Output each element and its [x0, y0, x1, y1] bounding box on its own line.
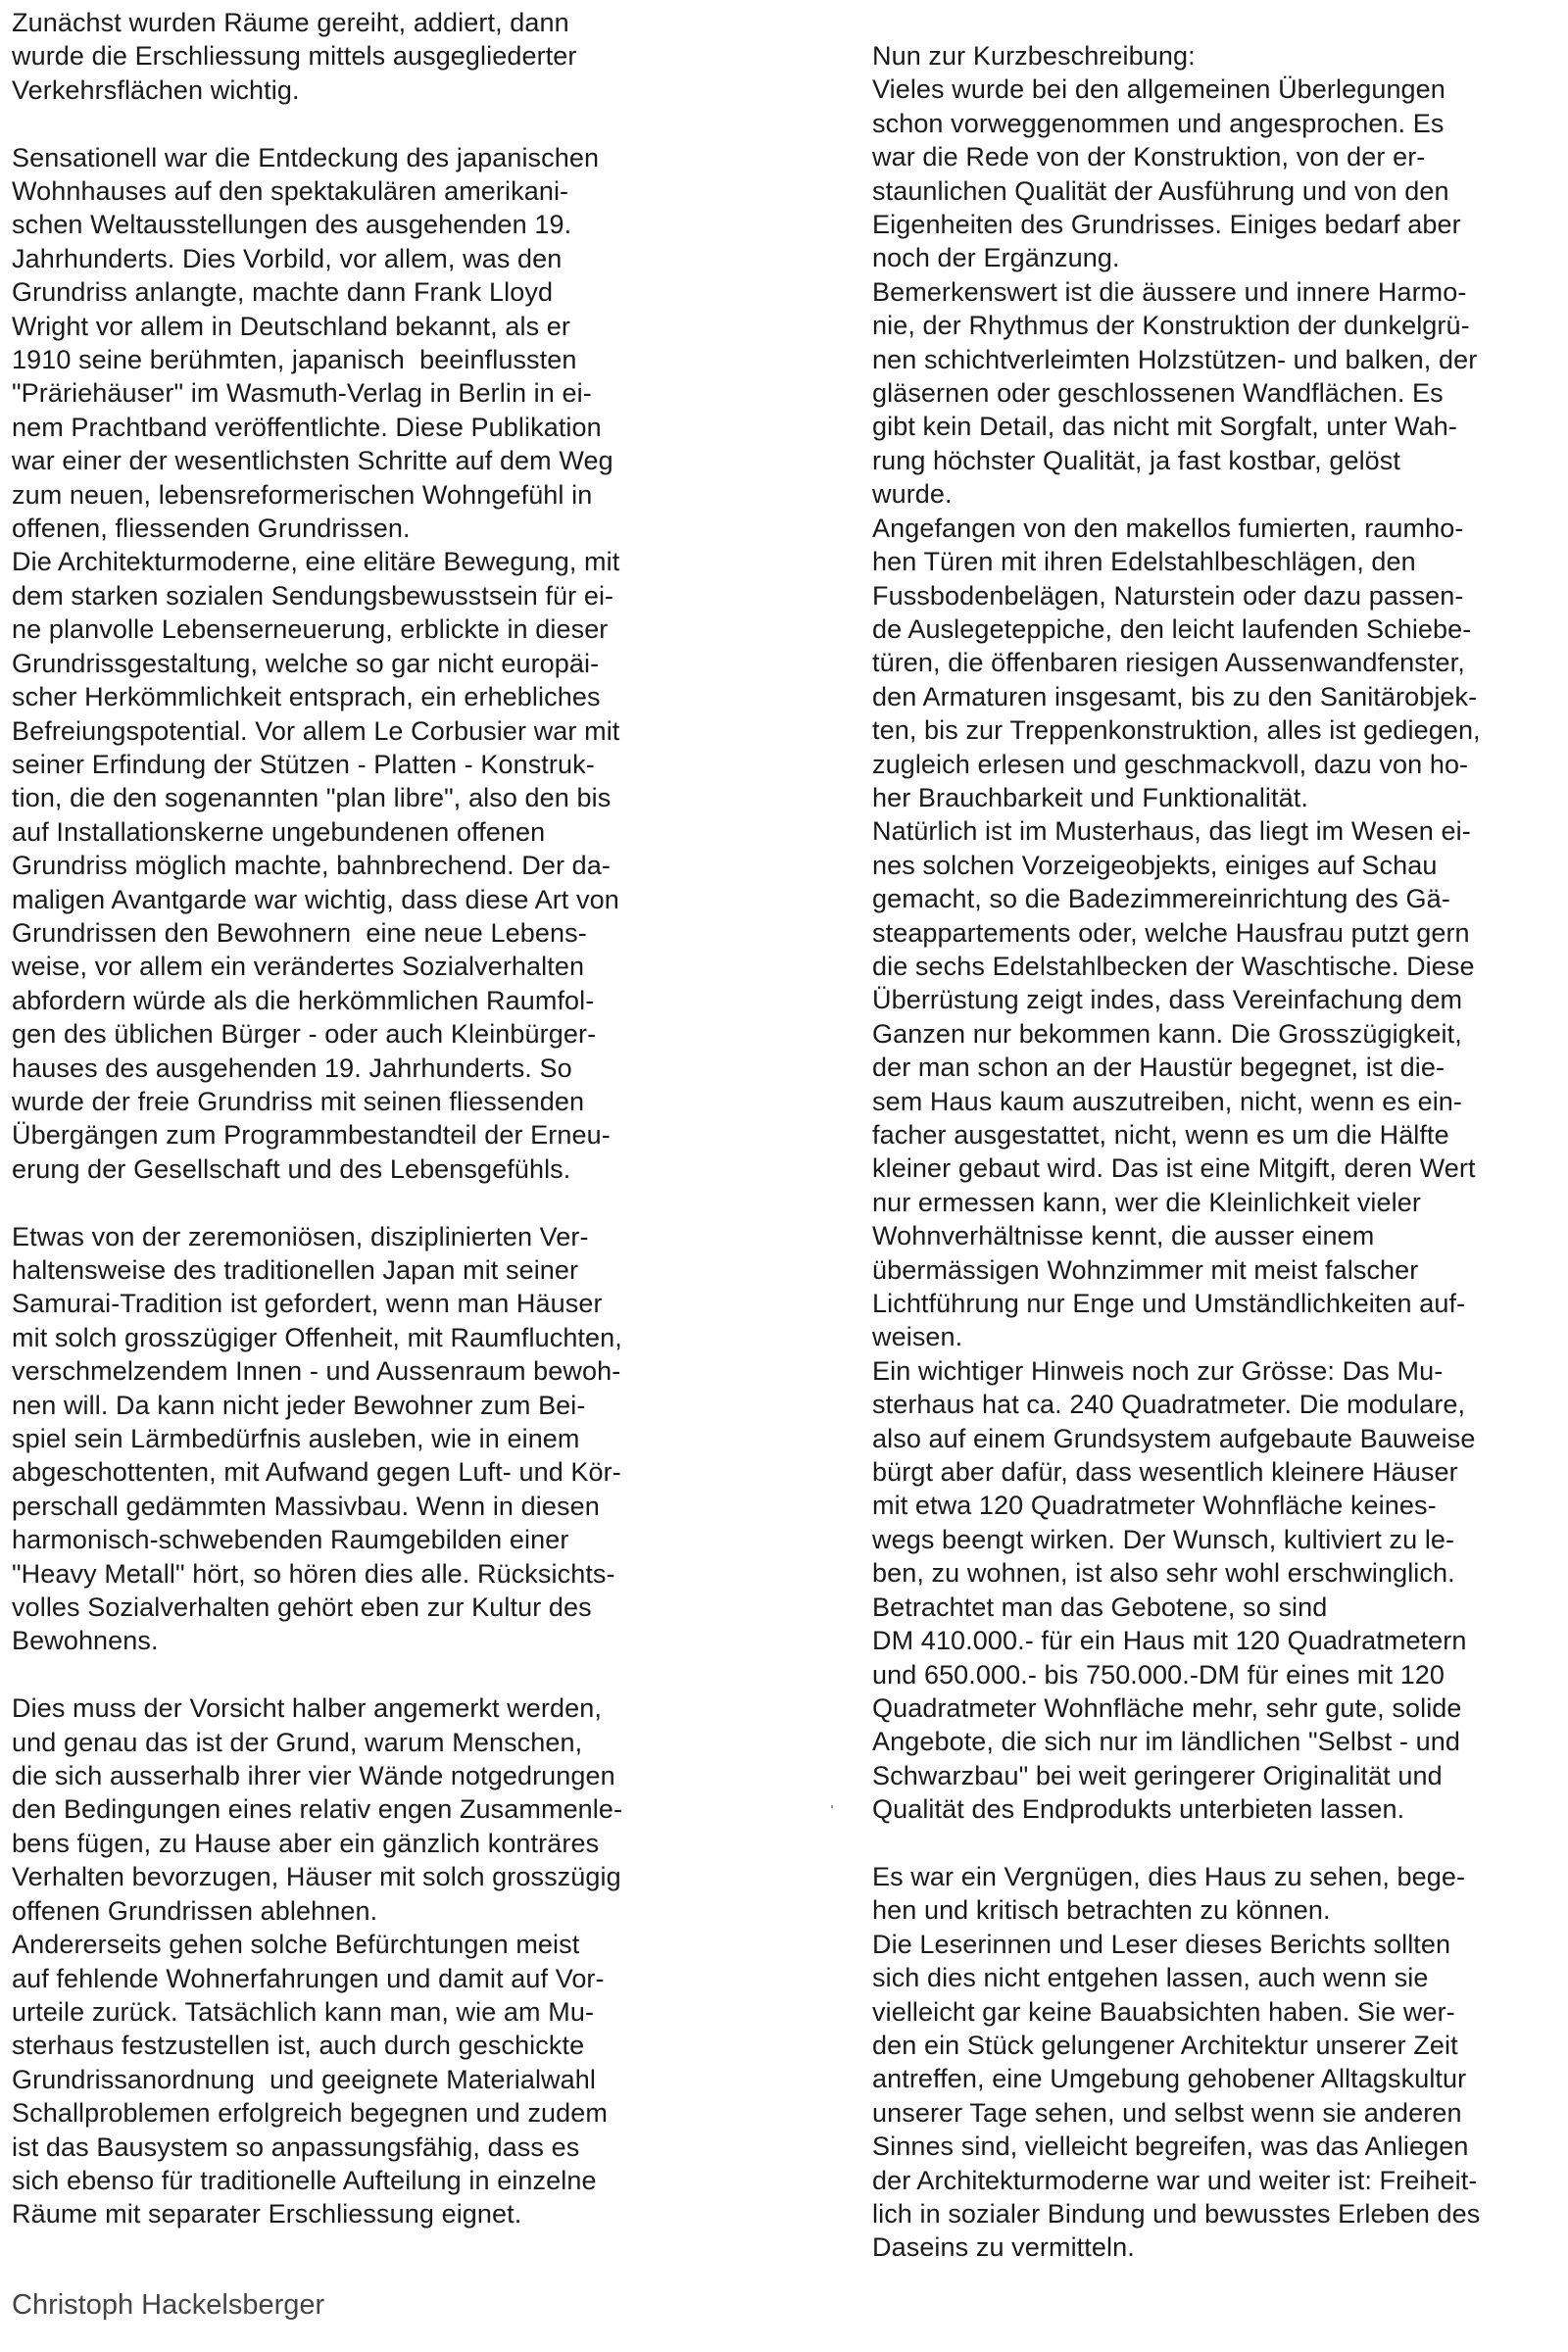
text-line: abgeschottenten, mit Aufwand gegen Luft- und Kör- — [12, 1457, 621, 1488]
text-line: bens fügen, zu Hause aber ein gänzlich konträres — [12, 1828, 600, 1858]
text-line: Wohnverhältnisse kennt, die ausser einem — [872, 1221, 1375, 1251]
text-line: und genau das ist der Grund, warum Menschen, — [12, 1727, 583, 1757]
text-line: sich dies nicht entgehen lassen, auch wenn sie — [872, 1963, 1429, 1993]
text-line: de Auslegeteppiche, den leicht laufenden Schiebe- — [872, 613, 1472, 644]
text-line: Quadratmeter Wohnfläche mehr, sehr gute, solide — [872, 1692, 1462, 1723]
text-line: verschmelzendem Innen - und Aussenraum bewoh- — [12, 1356, 621, 1387]
paragraph-gap — [12, 1186, 712, 1219]
text-line: wurde. — [872, 479, 953, 510]
text-line: nur ermessen kann, wer die Kleinlichkeit vieler — [872, 1187, 1421, 1217]
text-line: facher ausgestattet, nicht, wenn es um die Hälfte — [872, 1120, 1449, 1150]
text-line: unserer Tage sehen, und selbst wenn sie anderen — [872, 2097, 1462, 2128]
text-line: gläsernen oder geschlossenen Wandflächen. Es — [872, 378, 1444, 409]
text-line: urteile zurück. Tatsächlich kann man, wie am Mu- — [12, 1996, 595, 2027]
text-line: Wohnhauses auf den spektakulären amerikani- — [12, 176, 569, 207]
text-line: kleiner gebaut wird. Das ist eine Mitgift, deren Wert — [872, 1153, 1476, 1184]
text-line: offenen, fliessenden Grundrissen. — [12, 514, 411, 544]
text-line: die sechs Edelstahlbecken der Waschtische. Diese — [872, 951, 1475, 981]
text-line: offenen Grundrissen ablehnen. — [12, 1895, 378, 1926]
text-line: Samurai-Tradition ist gefordert, wenn man Häuser — [12, 1289, 603, 1319]
text-line: Verkehrsflächen wichtig. — [12, 74, 300, 105]
text-line: Daseins zu vermitteln. — [872, 2232, 1135, 2263]
scan-speck — [831, 1805, 833, 1808]
text-line: DM 410.000.- für ein Haus mit 120 Quadratmetern — [872, 1626, 1467, 1656]
text-line: Es war ein Vergnügen, dies Haus zu sehen, bege- — [872, 1861, 1466, 1891]
text-line: Sinnes sind, vielleicht begreifen, was das Anliegen — [872, 2132, 1469, 2162]
text-line: Die Leserinnen und Leser dieses Berichts sollten — [872, 1929, 1451, 1959]
paragraph-gap — [872, 1827, 1568, 1860]
text-line: Jahrhunderts. Dies Vorbild, vor allem, was den — [12, 243, 563, 273]
text-line: Andererseits gehen solche Befürchtungen meist — [12, 1930, 580, 1960]
text-line: tion, die den sogenannten "plan libre", also den bis — [12, 783, 612, 813]
text-line: Angebote, die sich nur im ländlichen "Selbst - und — [872, 1727, 1460, 1757]
text-line: wegs beengt wirken. Der Wunsch, kultiviert zu le- — [872, 1524, 1455, 1554]
text-line: sterhaus festzustellen ist, auch durch geschickte — [12, 2031, 585, 2061]
text-line: Dies muss der Vorsicht halber angemerkt werden, — [12, 1693, 602, 1724]
text-line: harmonisch-schwebenden Raumgebilden einer — [12, 1525, 569, 1555]
right-text-column — [872, 39, 1568, 2265]
text-line: maligen Avantgarde war wichtig, dass diese Art von — [12, 884, 619, 914]
text-line: Ein wichtiger Hinweis noch zur Grösse: Das Mu- — [872, 1355, 1444, 1386]
text-line: Sensationell war die Entdeckung des japanischen — [12, 142, 600, 172]
text-line: "Heavy Metall" hört, so hören dies alle. Rücksichts- — [12, 1558, 615, 1589]
text-line: gibt kein Detail, das nicht mit Sorgfalt, unter Wah- — [872, 412, 1457, 442]
text-line: mit solch grosszügiger Offenheit, mit Raumfluchten, — [12, 1322, 622, 1352]
text-line: türen, die öffenbaren riesigen Aussenwandfenster, — [872, 648, 1465, 678]
text-line: wurde die Erschliessung mittels ausgegliederter — [12, 41, 577, 72]
text-line: Schallproblemen erfolgreich begegnen und zudem — [12, 2098, 608, 2129]
text-line: Grundrissanordnung und geeignete Materialwahl — [12, 2064, 596, 2094]
text-line: hauses des ausgehenden 19. Jahrhunderts. So — [12, 1053, 572, 1083]
text-line: Betrachtet man das Gebotene, so sind — [872, 1592, 1328, 1622]
text-line: Vieles wurde bei den allgemeinen Überlegungen — [872, 74, 1446, 105]
text-line: abfordern würde als die herkömmlichen Raumfol- — [12, 985, 595, 1015]
text-line: lich in sozialer Bindung und bewusstes Erleben des — [872, 2198, 1481, 2229]
text-line: hen und kritisch betrachten zu können. — [872, 1895, 1331, 1926]
text-line: zum neuen, lebensreformerischen Wohngefühl in — [12, 479, 593, 510]
text-line: übermässigen Wohnzimmer mit meist falscher — [872, 1254, 1419, 1285]
text-line: Lichtführung nur Enge und Umständlichkeiten auf- — [872, 1289, 1466, 1319]
text-line: antreffen, eine Umgebung gehobener Alltagskultur — [872, 2064, 1467, 2094]
text-line: Räume mit separater Erschliessung eignet. — [12, 2199, 522, 2230]
text-line: erung der Gesellschaft und des Lebensgefühls. — [12, 1153, 571, 1184]
text-line: weisen. — [872, 1322, 963, 1352]
text-line: Übergängen zum Programmbestandteil der Erneu- — [12, 1120, 611, 1151]
text-line: Grundriss anlangte, machte dann Frank Lloyd — [12, 277, 554, 308]
text-line: steappartements oder, welche Hausfrau putzt gern — [872, 917, 1470, 948]
text-line: nes solchen Vorzeigeobjekts, einiges auf Schau — [872, 850, 1438, 880]
text-line: Eigenheiten des Grundrisses. Einiges bedarf aber — [872, 210, 1461, 240]
text-line: also auf einem Grundsystem aufgebaute Bauweise — [872, 1423, 1476, 1453]
text-line: schen Weltausstellungen des ausgehenden 19. — [12, 210, 572, 240]
text-line: gen des üblichen Bürger - oder auch Kleinbürger- — [12, 1019, 597, 1050]
text-line: Grundrissen den Bewohnern eine neue Lebens- — [12, 917, 587, 948]
text-line: Verhalten bevorzugen, Häuser mit solch grosszügig — [12, 1862, 621, 1892]
text-line: scher Herkömmlichkeit entsprach, ein erhebliches — [12, 682, 601, 712]
text-line: dem starken sozialen Sendungsbewusstsein für ei- — [12, 580, 614, 611]
text-line: Nun zur Kurzbeschreibung: — [872, 41, 1196, 71]
author-signature: Christoph Hackelsberger — [12, 2289, 325, 2321]
text-line: mit etwa 120 Quadratmeter Wohnfläche keines- — [872, 1491, 1437, 1521]
text-line: Ganzen nur bekommen kann. Die Grosszügigkeit, — [872, 1018, 1462, 1049]
text-line: perschall gedämmten Massivbau. Wenn in diesen — [12, 1491, 600, 1521]
text-line: Befreiungspotential. Vor allem Le Corbusier war mit — [12, 715, 620, 746]
text-line: Grundrissgestaltung, welche so gar nicht europäi- — [12, 648, 600, 678]
text-line: der man schon an der Haustür begegnet, ist die- — [872, 1053, 1446, 1083]
text-line: volles Sozialverhalten gehört eben zur Kultur des — [12, 1592, 592, 1623]
text-line: war die Rede von der Konstruktion, von der er- — [872, 142, 1426, 172]
text-line: nie, der Rhythmus der Konstruktion der dunkelgrü- — [872, 311, 1470, 341]
text-line: schon vorweggenommen und angesprochen. Es — [872, 108, 1445, 138]
text-line: den Bedingungen eines relativ engen Zusammenle- — [12, 1794, 623, 1825]
paragraph-gap — [12, 107, 712, 140]
text-line: spiel sein Lärmbedürfnis ausleben, wie in einem — [12, 1424, 580, 1454]
text-line: ten, bis zur Treppenkonstruktion, alles ist gediegen, — [872, 715, 1481, 746]
text-line: Überrüstung zeigt indes, dass Vereinfachung dem — [872, 985, 1463, 1015]
text-line: nem Prachtband veröffentlichte. Diese Publikation — [12, 412, 602, 442]
text-line: Angefangen von den makellos fumierten, raumho- — [872, 513, 1464, 543]
text-line: nen schichtverleimten Holzstützen- und balken, der — [872, 344, 1478, 374]
text-line: staunlichen Qualität der Ausführung und von den — [872, 175, 1449, 206]
text-line: Bewohnens. — [12, 1626, 159, 1656]
text-line: die sich ausserhalb ihrer vier Wände notgedrungen — [12, 1761, 615, 1791]
text-line: Natürlich ist im Musterhaus, das liegt im Wesen ei- — [872, 816, 1471, 847]
text-line: wurde der freie Grundriss mit seinen fliessenden — [12, 1086, 585, 1116]
text-line: Schwarzbau" bei weit geringerer Originalität und — [872, 1760, 1443, 1790]
text-line: vielleicht gar keine Bauabsichten haben. Sie wer- — [872, 1996, 1455, 2027]
text-line: den Armaturen insgesamt, bis zu den Sanitärobjek- — [872, 681, 1478, 711]
text-line: ne planvolle Lebenserneuerung, erblickte in dieser — [12, 614, 609, 645]
text-line: und 650.000.- bis 750.000.-DM für eines mit 120 — [872, 1659, 1446, 1690]
text-line: sterhaus hat ca. 240 Quadratmeter. Die modulare, — [872, 1390, 1466, 1420]
text-line: Bemerkenswert ist die äussere und innere Harmo- — [872, 276, 1467, 307]
text-line: her Brauchbarkeit und Funktionalität. — [872, 782, 1308, 812]
text-line: Qualität des Endprodukts unterbieten lassen. — [872, 1794, 1405, 1825]
text-line: 1910 seine berühmten, japanisch beeinflussten — [12, 345, 577, 375]
text-line: ben, zu wohnen, ist also sehr wohl erschwinglich. — [872, 1558, 1455, 1589]
text-line: "Präriehäuser" im Wasmuth-Verlag in Berlin in ei- — [12, 378, 592, 409]
text-line: der Architekturmoderne war und weiter ist: Freiheit- — [872, 2165, 1478, 2195]
text-line: auf Installationskerne ungebundenen offenen — [12, 816, 546, 847]
text-line: war einer der wesentlichsten Schritte auf dem Weg — [12, 446, 613, 476]
text-line: Wright vor allem in Deutschland bekannt, als er — [12, 311, 570, 341]
text-line: haltensweise des traditionellen Japan mit seiner — [12, 1255, 579, 1285]
text-line: weise, vor allem ein verändertes Sozialverhalten — [12, 952, 585, 982]
text-line: ist das Bausystem so anpassungsfähig, dass es — [12, 2132, 580, 2162]
text-line: noch der Ergänzung. — [872, 243, 1120, 273]
text-line: nen will. Da kann nicht jeder Bewohner zum Bei- — [12, 1390, 586, 1420]
left-text-column — [12, 6, 712, 2231]
text-line: zugleich erlesen und geschmackvoll, dazu von ho- — [872, 749, 1469, 779]
text-line: sich ebenso für traditionelle Aufteilung in einzelne — [12, 2165, 597, 2195]
text-line: auf fehlende Wohnerfahrungen und damit auf Vor- — [12, 1963, 605, 1993]
text-line: sem Haus kaum auszutreiben, nicht, wenn es ein- — [872, 1086, 1462, 1116]
text-line: rung höchster Qualität, ja fast kostbar, gelöst — [872, 445, 1400, 475]
text-line: Zunächst wurden Räume gereiht, addiert, dann — [12, 8, 569, 37]
text-line: bürgt aber dafür, dass wesentlich kleinere Häuser — [872, 1457, 1458, 1488]
text-line: Die Architekturmoderne, eine elitäre Bewegung, mit — [12, 547, 620, 577]
text-line: den ein Stück gelungener Architektur unserer Zeit — [872, 2030, 1458, 2060]
text-line: Etwas von der zeremoniösen, disziplinierten Ver- — [12, 1221, 589, 1251]
text-line: hen Türen mit ihren Edelstahlbeschlägen, den — [872, 547, 1416, 577]
text-line: gemacht, so die Badezimmereinrichtung des Gä- — [872, 884, 1450, 914]
text-line: seiner Erfindung der Stützen - Platten - Konstruk- — [12, 749, 595, 779]
paragraph-gap — [12, 1658, 712, 1691]
text-line: Grundriss möglich machte, bahnbrechend. Der da- — [12, 851, 611, 881]
text-line: Fussbodenbelägen, Naturstein oder dazu passen- — [872, 580, 1464, 611]
